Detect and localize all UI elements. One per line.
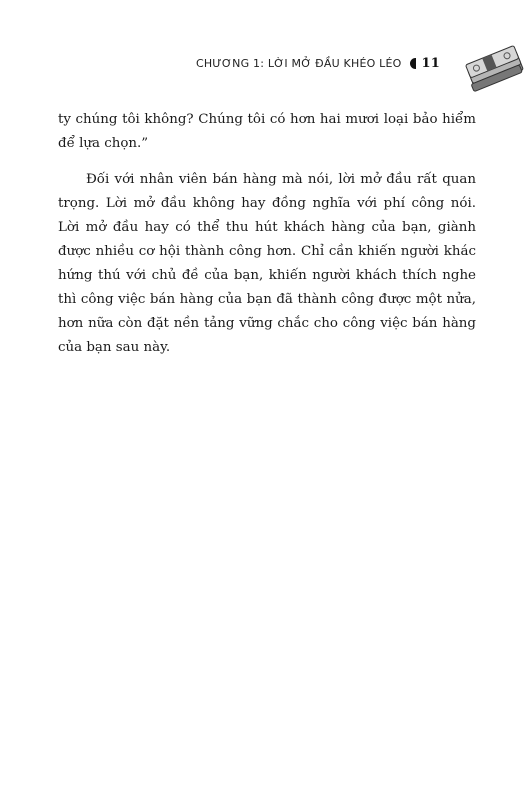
body-text	[58, 108, 476, 360]
running-header	[196, 56, 440, 71]
money-stack-icon	[462, 40, 528, 92]
paragraph-continued: ty chúng tôi không? Chúng tôi có hơn hai mươi loại bảo hiểm để lựa chọn.”	[58, 112, 476, 151]
chapter-title: CHƯƠNG 1: LỜI MỞ ĐẦU KHÉO LÉO	[195, 57, 402, 70]
page-number: 11	[421, 56, 440, 71]
half-circle-icon	[410, 58, 416, 69]
paragraph: Đối với nhân viên bán hàng mà nói, lời mở đầu rất quan trọng. Lời mở đầu không hay đồng nghĩa với phí công nói. Lời mở đầu hay có thể thu hút khách hàng của bạn, giành được nhiều cơ hội thành công hơn. Chỉ cần khiến người khác hứng thú với chủ đề của bạn, khiến người khách thích nghe thì công việc bán hàng của bạn đã thành công được một nửa, hơn nữa còn đặt nền tảng vững chắc cho công việc bán hàng của bạn sau này.	[58, 172, 476, 355]
